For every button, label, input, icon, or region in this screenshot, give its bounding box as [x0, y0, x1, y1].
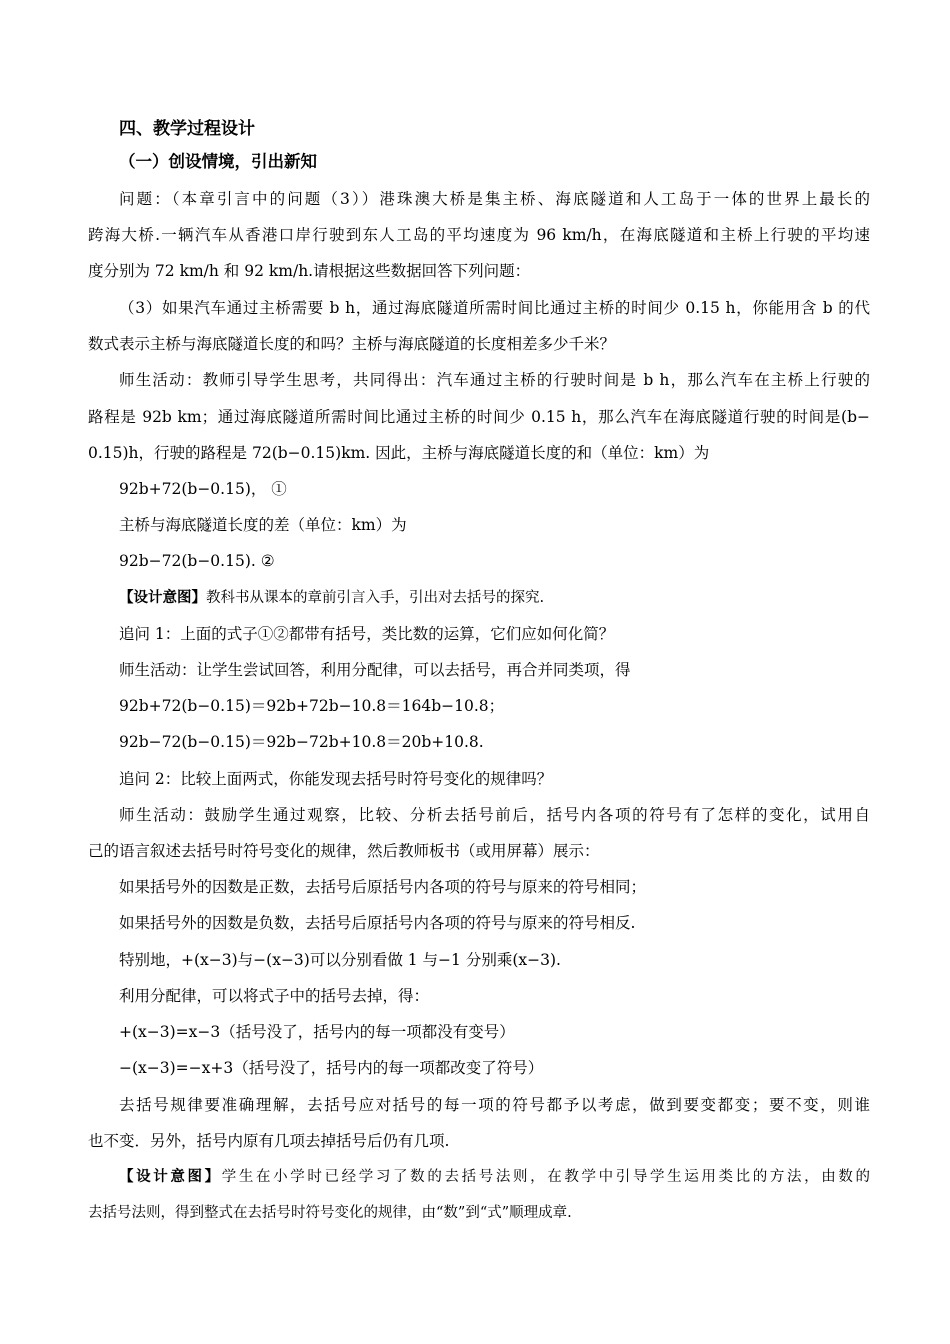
- followup-2: [119, 768, 870, 790]
- followup-2-text: 比较上面两式，你能发现去括号时符号变化的规律吗？: [180, 770, 553, 788]
- question3-line-2: 数式表示主桥与海底隧道长度的和吗？主桥与海底隧道的长度相差多少千米？: [88, 335, 616, 353]
- example-positive: +(x−3)=x−3（括号没了，括号内的每一项都没有变号）: [119, 1023, 515, 1041]
- distributive-note: 利用分配律，可以将式子中的括号去掉，得：: [119, 987, 430, 1005]
- design-intent-2-label: 【设计意图】: [119, 1168, 222, 1185]
- design-intent-1: [119, 587, 870, 609]
- activity1-line-1: 师生活动：教师引导学生思考，共同得出：汽车通过主桥的行驶时间是 b h，那么汽车在主桥上行驶的: [119, 371, 870, 389]
- problem-label: 问题：: [119, 190, 172, 208]
- problem-line-3: 度分别为 72 km/h 和 92 km/h.请根据这些数据回答下列问题：: [88, 262, 531, 280]
- activity3-line-2: 己的语言叙述去括号时符号变化的规律，然后教师板书（或用屏幕）展示：: [88, 842, 600, 860]
- problem-line-2: 跨海大桥.一辆汽车从香港口岸行驶到东人工岛的平均速度为 96 km/h，在海底隧道和主桥上行驶的平均速: [88, 226, 870, 244]
- expression-1: 92b+72(b−0.15)， ①: [119, 480, 287, 498]
- activity2: 师生活动：让学生尝试回答，利用分配律，可以去括号，再合并同类项，得: [119, 661, 631, 679]
- followup-1: [119, 623, 870, 645]
- design-intent-2-line-2: 去括号法则，得到整式在去括号时符号变化的规律，由“数”到“式”顺理成章.: [88, 1205, 572, 1221]
- followup-2-label: 追问 2：: [119, 770, 181, 788]
- problem-text: （本章引言中的问题（3））港珠澳大桥是集主桥、海底隧道和人工岛于一体的世界上最长的: [171, 190, 870, 208]
- followup-1-text: 上面的式子①②都带有括号，类比数的运算，它们应如何化简？: [180, 625, 615, 643]
- design-intent-label: 【设计意图】: [119, 589, 206, 606]
- section-title: 四、教学过程设计: [119, 119, 255, 139]
- example-negative: −(x−3)=−x+3（括号没了，括号内的每一项都改变了符号）: [119, 1059, 544, 1077]
- rule-negative: 如果括号外的因数是负数，去括号后原括号内各项的符号与原来的符号相反.: [119, 914, 636, 932]
- special-case: 特别地，+(x−3)与−(x−3)可以分别看做 1 与−1 分别乘(x−3).: [119, 951, 561, 969]
- activity1-line-2: 路程是 92b km；通过海底隧道所需时间比通过主桥的时间少 0.15 h，那么汽车在海底隧道行驶的时间是(b−: [88, 408, 870, 426]
- calculation-2: 92b−72(b−0.15)＝92b−72b+10.8＝20b+10.8.: [119, 733, 484, 751]
- followup-1-label: 追问 1：: [119, 625, 181, 643]
- expression-2: 92b−72(b−0.15). ②: [119, 552, 275, 570]
- design-intent-2-text: 学生在小学时已经学习了数的去括号法则，在教学中引导学生运用类比的方法，由数的: [221, 1169, 871, 1185]
- question3-line-1: （3）如果汽车通过主桥需要 b h，通过海底隧道所需时间比通过主桥的时间少 0.15 h，你能用含 b 的代: [119, 299, 870, 317]
- design-intent-text: 教科书从课本的章前引言入手，引出对去括号的探究.: [206, 590, 545, 606]
- summary-line-2: 也不变．另外，括号内原有几项去掉括号后仍有几项.: [88, 1132, 450, 1150]
- summary-line-1: 去括号规律要准确理解，去括号应对括号的每一项的符号都予以考虑，做到要变都变；要不变，则谁: [119, 1096, 870, 1114]
- rule-positive: 如果括号外的因数是正数，去括号后原括号内各项的符号与原来的符号相同；: [119, 878, 647, 896]
- activity1-line-3: 0.15)h，行驶的路程是 72(b−0.15)km. 因此，主桥与海底隧道长度的和（单位：km）为: [88, 444, 710, 462]
- calculation-1: 92b+72(b−0.15)＝92b+72b−10.8＝164b−10.8；: [119, 697, 505, 715]
- subsection-title: （一）创设情境，引出新知: [119, 152, 317, 171]
- design-intent-2-line-1: [119, 1166, 870, 1188]
- activity3-line-1: 师生活动：鼓励学生通过观察，比较、分析去括号前后，括号内各项的符号有了怎样的变化，试用自: [119, 806, 870, 824]
- problem-line-1: [119, 188, 870, 210]
- difference-label: 主桥与海底隧道长度的差（单位：km）为: [119, 516, 407, 534]
